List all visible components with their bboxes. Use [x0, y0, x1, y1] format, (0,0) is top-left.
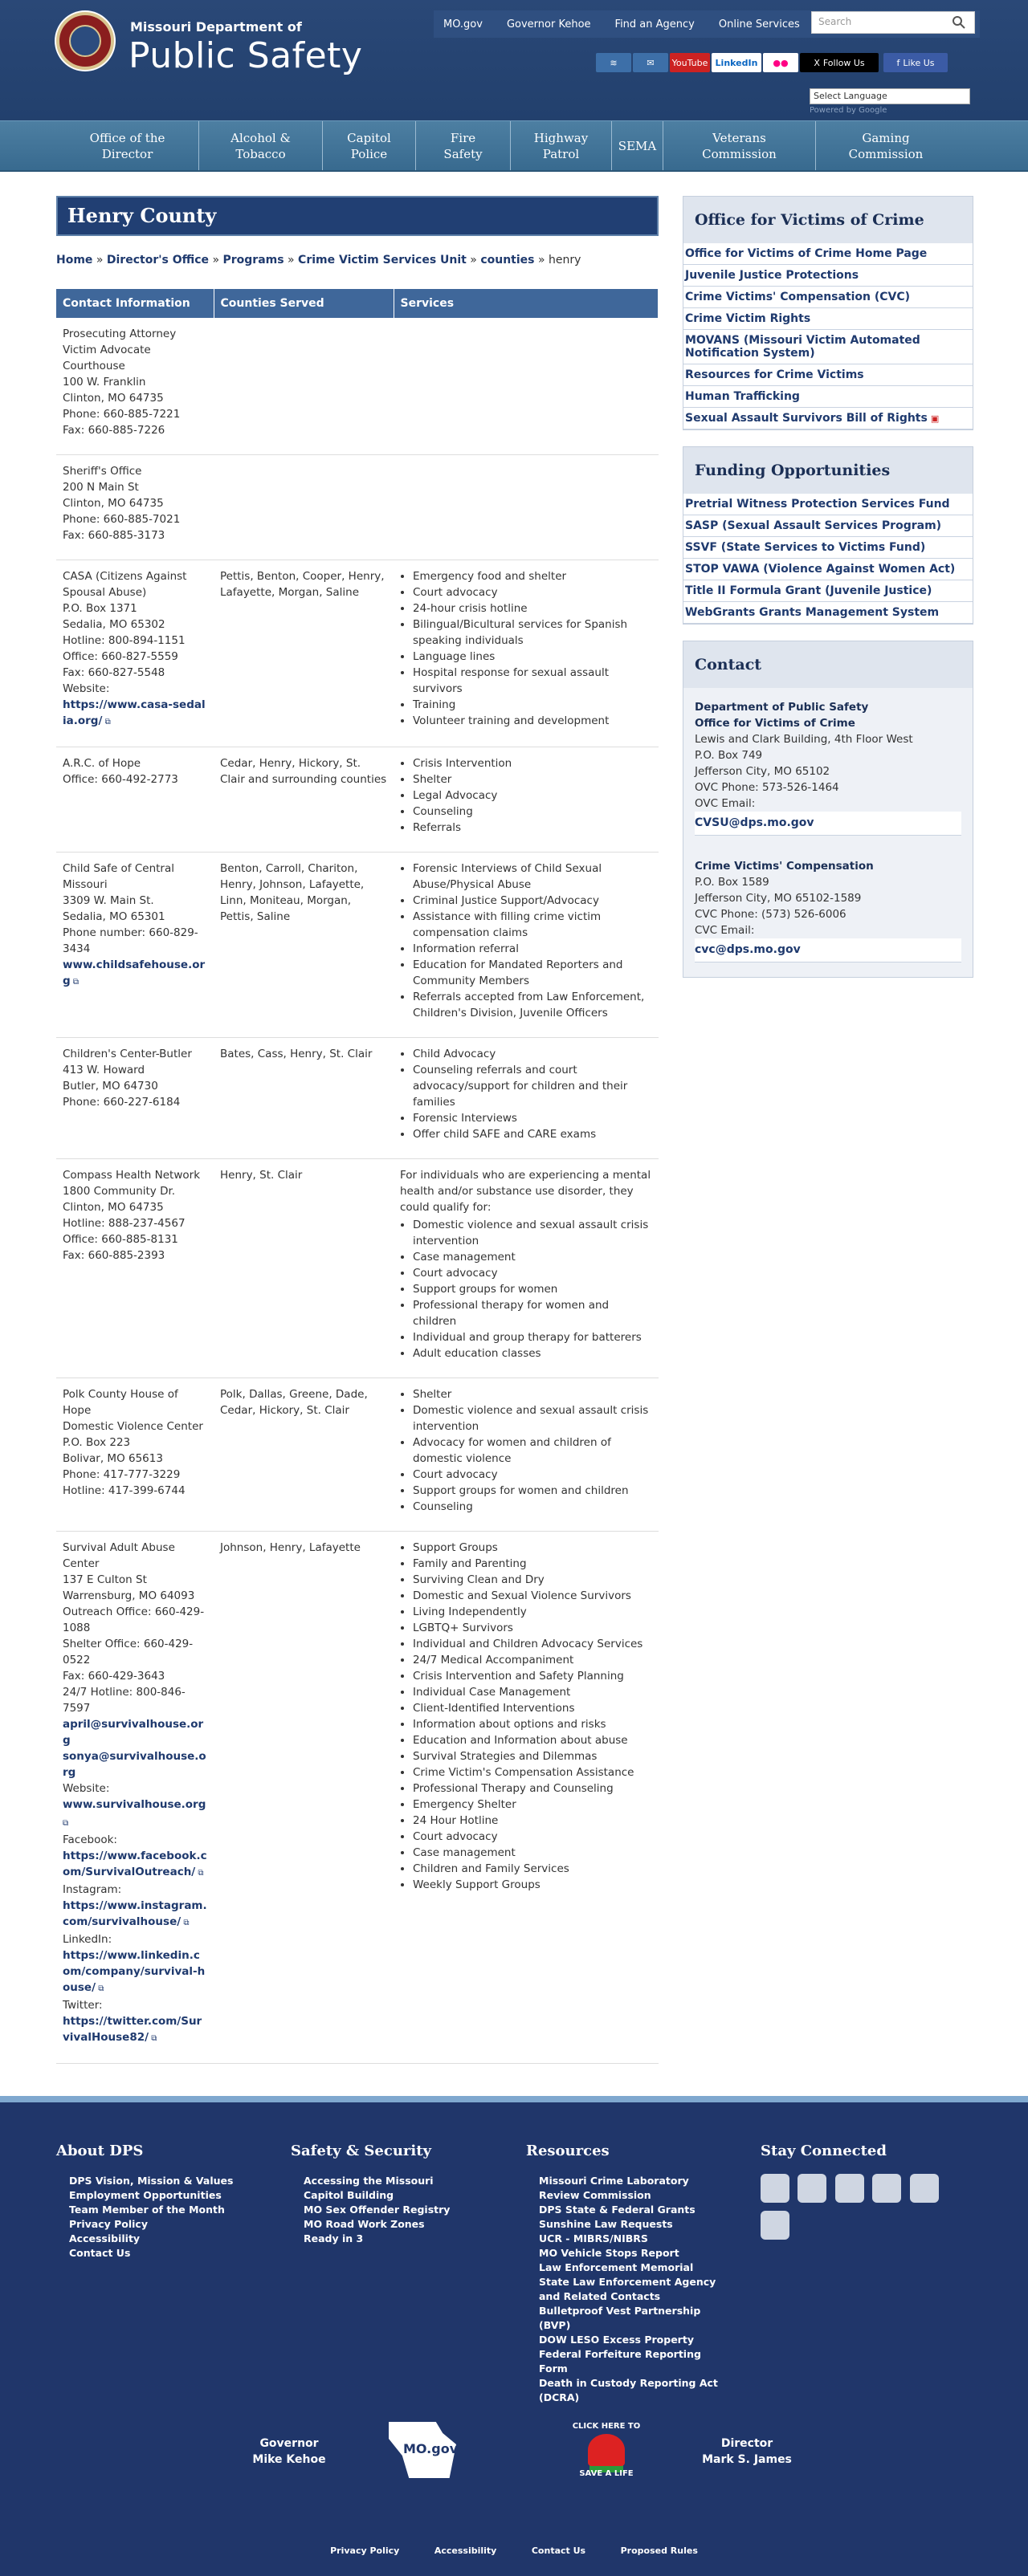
footer-link[interactable]: Team Member of the Month	[69, 2204, 225, 2216]
footer-safety	[291, 2143, 475, 2246]
linkedin-label: LinkedIn:	[63, 1933, 112, 1946]
service-item: • Referrals	[413, 820, 652, 836]
service-item: • Information referral	[413, 941, 652, 957]
contact-text: Polk County House of Hope Domestic Violence Center P.O. Box 223 Bolivar, MO 65613 Phone: 417-777-3229 Hotline: 417-399-6744	[63, 1388, 203, 1497]
footer-proposed-rules[interactable]: Proposed Rules	[620, 2545, 698, 2556]
footer-link[interactable]: DOW LESO Excess Property	[539, 2334, 694, 2346]
nav-highway-patrol[interactable]: Highway Patrol	[511, 121, 612, 170]
service-item: • Court advocacy	[413, 1467, 652, 1483]
contact-text: Compass Health Network 1800 Community Dr. Clinton, MO 64735 Hotline: 888-237-4567 Office: 660-885-8131 Fax: 660-885-2393	[63, 1169, 201, 1262]
table-row	[56, 1378, 659, 1532]
sidebar-link-ovc[interactable]: Sexual Assault Survivors Bill of Rights ▣	[683, 408, 973, 429]
top-link-governor[interactable]: Governor Kehoe	[506, 18, 591, 31]
services-cell	[394, 560, 659, 747]
sidebar-link-ovc[interactable]: Crime Victim Rights	[683, 308, 973, 330]
nav-fire-safety[interactable]: Fire Safety	[416, 121, 511, 170]
footer-link[interactable]: MO Road Work Zones	[304, 2218, 425, 2230]
services-list	[400, 568, 652, 729]
service-item: • Emergency Shelter	[413, 1797, 652, 1813]
funding-title: Funding Opportunities	[683, 447, 973, 494]
director-name: Mark S. James	[702, 2453, 792, 2466]
service-item: • LGBTQ+ Survivors	[413, 1620, 652, 1636]
funding-links	[683, 494, 973, 624]
footer-about-links	[56, 2174, 265, 2261]
sidebar-link-funding[interactable]: Pretrial Witness Protection Services Fund	[683, 494, 973, 515]
services-list	[400, 861, 652, 1021]
facebook-link[interactable]: https://www.facebook.com/SurvivalOutreach/	[63, 1850, 207, 1878]
services-cell	[394, 853, 659, 1038]
breadcrumb: Home » Director's Office » Programs » Crime Victim Services Unit » counties » henry	[56, 254, 581, 267]
footer-link[interactable]: Ready in 3	[304, 2232, 364, 2244]
website-link[interactable]: www.childsafehouse.org	[63, 958, 206, 987]
website-link[interactable]: https://www.casa-sedalia.org/	[63, 698, 206, 727]
contact-text: Child Safe of Central Missouri 3309 W. Main St. Sedalia, MO 65301 Phone number: 660-829-3434	[63, 862, 198, 955]
service-item: • 24 Hour Hotline	[413, 1813, 652, 1829]
search-icon[interactable]	[951, 14, 967, 31]
footer-privacy-policy[interactable]: Privacy Policy	[330, 2545, 400, 2556]
service-item: • Professional therapy for women and children	[413, 1297, 652, 1329]
service-item: • Case management	[413, 1249, 652, 1265]
footer-stay-title: Stay Connected	[761, 2143, 887, 2159]
footer-link[interactable]: Death in Custody Reporting Act (DCRA)	[539, 2377, 718, 2403]
sidebar-link-ovc[interactable]: Resources for Crime Victims	[683, 364, 973, 386]
ovc-title: Office for Victims of Crime	[683, 197, 973, 243]
footer-contact-us[interactable]: Contact Us	[531, 2545, 586, 2556]
services-cell	[394, 1038, 659, 1159]
instagram-link[interactable]: https://www.instagram.com/survivalhouse/	[63, 1899, 207, 1928]
service-item: • Bilingual/Bicultural services for Spanish speaking individuals	[413, 617, 652, 649]
contact-line: P.O. Box 749	[695, 749, 763, 762]
contact-text: Sheriff's Office 200 N Main St Clinton, MO 64735 Phone: 660-885-7021 Fax: 660-885-3173	[63, 465, 181, 542]
counties-cell: Bates, Cass, Henry, St. Clair	[214, 1038, 394, 1159]
director-block[interactable]	[691, 2436, 803, 2468]
service-item: • Support Groups	[413, 1540, 652, 1556]
contact-line: CVC Phone: (573) 526-6006	[695, 908, 846, 921]
footer-safety-title: Safety & Security	[291, 2143, 432, 2159]
rss-icon[interactable]: ≋	[596, 53, 631, 72]
nav-office-of-director[interactable]: Office of the Director	[56, 121, 199, 170]
service-item: • Hospital response for sexual assault survivors	[413, 665, 652, 697]
service-item: • Domestic violence and sexual assault crisis intervention	[413, 1217, 652, 1249]
service-item: • Shelter	[413, 1386, 652, 1402]
service-item: • Surviving Clean and Dry	[413, 1572, 652, 1588]
contact-cell	[56, 747, 214, 853]
service-item: • Client-Identified Interventions	[413, 1700, 652, 1716]
counties-cell: Benton, Carroll, Chariton, Henry, Johnson, Lafayette, Linn, Moniteau, Morgan, Pettis, Saline	[214, 853, 394, 1038]
footer-resources-links	[526, 2174, 727, 2405]
footer-link[interactable]: Bulletproof Vest Partnership (BVP)	[539, 2305, 701, 2331]
breadcrumb-current: henry	[548, 254, 581, 267]
social-buttons	[596, 53, 948, 72]
external-link-icon: ⧉	[149, 2034, 157, 2043]
ovc-links	[683, 243, 973, 429]
powered-by-google: Powered by Google	[810, 106, 887, 115]
table-header-row	[56, 289, 659, 318]
counties-cell: Johnson, Henry, Lafayette	[214, 1532, 394, 2064]
services-list	[400, 1046, 652, 1142]
service-item: • Counseling referrals and court advocacy/support for children and their families	[413, 1062, 652, 1110]
site-header	[0, 0, 1028, 120]
service-item: • Counseling	[413, 804, 652, 820]
service-item: • Professional Therapy and Counseling	[413, 1780, 652, 1797]
table-row	[56, 318, 659, 455]
col-counties-served: Counties Served	[214, 289, 394, 318]
sidebar-link-funding[interactable]: Title II Formula Grant (Juvenile Justice)	[683, 580, 973, 602]
contact-line: Lewis and Clark Building, 4th Floor West	[695, 733, 913, 746]
footer-link[interactable]: Missouri Crime Laboratory Review Commission	[539, 2175, 689, 2201]
contact-cell	[56, 1532, 214, 2064]
service-item: • Domestic and Sexual Violence Survivors	[413, 1588, 652, 1604]
service-item: • Language lines	[413, 649, 652, 665]
counties-cell: Polk, Dallas, Greene, Dade, Cedar, Hickory, St. Clair	[214, 1378, 394, 1532]
footer-link[interactable]: Employment Opportunities	[69, 2189, 222, 2201]
email-link[interactable]: sonya@survivalhouse.org	[63, 1750, 206, 1779]
external-link-icon: ⧉	[70, 978, 79, 987]
instagram-label: Instagram:	[63, 1883, 122, 1896]
service-item: • Crime Victim's Compensation Assistance	[413, 1764, 652, 1780]
table-body	[56, 318, 659, 2064]
main-content	[56, 196, 659, 2064]
top-link-find-agency[interactable]: Find an Agency	[614, 18, 695, 31]
nav-capitol-police[interactable]: Capitol Police	[323, 121, 416, 170]
service-item: • 24/7 Medical Accompaniment	[413, 1652, 652, 1668]
service-item: • Survival Strategies and Dilemmas	[413, 1748, 652, 1764]
linkedin-icon[interactable]	[761, 2211, 789, 2240]
youtube-icon[interactable]	[910, 2174, 939, 2203]
service-item: • Offer child SAFE and CARE exams	[413, 1126, 652, 1142]
governor-name: Mike Kehoe	[252, 2453, 326, 2466]
sidebar	[683, 196, 973, 994]
contact-cell	[56, 318, 214, 455]
service-item: • Domestic violence and sexual assault crisis intervention	[413, 1402, 652, 1435]
sidebar-link-ovc[interactable]: MOVANS (Missouri Victim Automated Notification System)	[683, 330, 973, 364]
sidebar-link-ovc[interactable]: Juvenile Justice Protections	[683, 265, 973, 287]
x-follow-button[interactable]	[800, 53, 879, 72]
main-nav	[0, 120, 1028, 172]
governor-label: Governor	[259, 2437, 319, 2450]
contact-line: OVC Phone: 573-526-1464	[695, 781, 839, 794]
sidebar-link-ovc[interactable]: Crime Victims' Compensation (CVC)	[683, 287, 973, 308]
counties-cell: Cedar, Henry, Hickory, St. Clair and surrounding counties	[214, 747, 394, 853]
service-item: • Support groups for women	[413, 1281, 652, 1297]
website-link[interactable]: www.survivalhouse.org	[63, 1798, 206, 1811]
contact-cell	[56, 1378, 214, 1532]
website-label: Website:	[63, 1782, 110, 1795]
services-cell	[394, 1159, 659, 1378]
youtube-icon[interactable]: YouTube	[670, 53, 710, 72]
services-cell	[394, 1378, 659, 1532]
service-item: • Crisis Intervention	[413, 755, 652, 771]
table-row	[56, 455, 659, 560]
x-icon: X	[814, 57, 820, 68]
service-item: • 24-hour crisis hotline	[413, 600, 652, 617]
service-item: • Emergency food and shelter	[413, 568, 652, 584]
flickr-icon[interactable]: ●●	[763, 53, 798, 72]
governor-block[interactable]	[241, 2436, 337, 2468]
contact-cell	[56, 1038, 214, 1159]
service-item: • Crisis Intervention and Safety Planning	[413, 1668, 652, 1684]
footer-accessibility[interactable]: Accessibility	[434, 2545, 497, 2556]
top-link-mogov[interactable]: MO.gov	[443, 18, 483, 31]
services-note: For individuals who are experiencing a mental health and/or substance use disorder, they could qualify for:	[400, 1169, 651, 1214]
table-row	[56, 560, 659, 747]
sidebar-link-funding[interactable]: SSVF (State Services to Victims Fund)	[683, 537, 973, 559]
service-item: • Legal Advocacy	[413, 787, 652, 804]
footer-link[interactable]: MO Sex Offender Registry	[304, 2204, 451, 2216]
flickr-icon[interactable]	[798, 2174, 826, 2203]
contact-cell	[56, 853, 214, 1038]
service-item: • Education for Mandated Reporters and Community Members	[413, 957, 652, 989]
search-input[interactable]: Search	[811, 11, 975, 34]
service-item: • Weekly Support Groups	[413, 1877, 652, 1893]
facebook-label: Facebook:	[63, 1833, 117, 1846]
external-link-icon: ⧉	[63, 1819, 69, 1828]
table-row	[56, 1038, 659, 1159]
twitter-link[interactable]: https://twitter.com/SurvivalHouse82/	[63, 2015, 202, 2044]
services-list	[400, 755, 652, 836]
footer-link[interactable]: State Law Enforcement Agency and Related Contacts	[539, 2276, 716, 2302]
services-cell	[394, 318, 659, 455]
footer-link[interactable]: DPS Vision, Mission & Values	[69, 2175, 234, 2187]
service-item: • Case management	[413, 1845, 652, 1861]
contact-text: Children's Center-Butler 413 W. Howard Butler, MO 64730 Phone: 660-227-6184	[63, 1048, 192, 1109]
facebook-icon[interactable]	[761, 2174, 789, 2203]
facebook-like-label: Like Us	[903, 57, 935, 68]
ovc-email-link[interactable]: CVSU@dps.mo.gov	[695, 812, 961, 836]
director-label: Director	[720, 2437, 773, 2450]
service-item: • Forensic Interviews	[413, 1110, 652, 1126]
contact-line: Jefferson City, MO 65102-1589	[695, 892, 862, 905]
breadcrumb-counties[interactable]: counties	[480, 254, 535, 267]
contact-cell	[56, 1159, 214, 1378]
service-item: • Court advocacy	[413, 1829, 652, 1845]
breadcrumb-home[interactable]: Home	[56, 254, 93, 267]
ovc-email-label: OVC Email:	[695, 797, 756, 810]
footer-link[interactable]: DPS State & Federal Grants	[539, 2204, 696, 2216]
sidebar-link-funding[interactable]: WebGrants Grants Management System	[683, 602, 973, 624]
footer-link[interactable]: UCR - MIBRS/NIBRS	[539, 2232, 648, 2244]
footer-about-title: About DPS	[56, 2143, 144, 2159]
contact-cell	[56, 455, 214, 560]
contact-box	[683, 641, 973, 978]
counties-cell	[214, 455, 394, 560]
funding-box	[683, 446, 973, 625]
contact-office: Office for Victims of Crime	[695, 717, 855, 730]
nav-gaming-commission[interactable]: Gaming Commission	[848, 130, 924, 161]
linkedin-link[interactable]: https://www.linkedin.com/company/survival-house/	[63, 1949, 206, 1994]
services-list	[400, 1217, 652, 1361]
missouri-seal-logo[interactable]	[56, 12, 114, 70]
save-bottom-label: SAVE A LIFE	[579, 2469, 634, 2478]
services-cell	[394, 747, 659, 853]
cvc-email-link[interactable]: cvc@dps.mo.gov	[695, 938, 961, 962]
service-item: • Living Independently	[413, 1604, 652, 1620]
breadcrumb-directors-office[interactable]: Director's Office	[106, 254, 210, 267]
brand-line-1[interactable]: Missouri Department of	[130, 19, 302, 35]
brand-line-2[interactable]: Public Safety	[128, 35, 363, 76]
table-row	[56, 1532, 659, 2064]
language-select[interactable]: Select Language	[810, 88, 970, 104]
mogov-label: MO.gov	[403, 2441, 459, 2456]
contact-line: P.O. Box 1589	[695, 876, 769, 889]
sidebar-link-funding[interactable]: STOP VAWA (Violence Against Women Act)	[683, 559, 973, 580]
col-contact-information: Contact Information	[56, 289, 214, 318]
footer-link[interactable]: Federal Forfeiture Reporting Form	[539, 2348, 701, 2375]
sidebar-link-ovc[interactable]: Human Trafficking	[683, 386, 973, 408]
facebook-icon: f	[896, 57, 900, 68]
email-link[interactable]: april@survivalhouse.org	[63, 1718, 204, 1747]
footer-safety-links	[291, 2174, 475, 2246]
service-item: • Volunteer training and development	[413, 713, 652, 729]
contact-cell	[56, 560, 214, 747]
service-item: • Forensic Interviews of Child Sexual Abuse/Physical Abuse	[413, 861, 652, 893]
service-item: • Individual and group therapy for batterers	[413, 1329, 652, 1345]
external-link-icon: ⧉	[181, 1919, 190, 1927]
sidebar-link-ovc[interactable]: Office for Victims of Crime Home Page	[683, 243, 973, 265]
table-row	[56, 747, 659, 853]
counties-cell: Henry, St. Clair	[214, 1159, 394, 1378]
page-title: Henry County	[56, 196, 659, 236]
contact-text: Prosecuting Attorney Victim Advocate Courthouse 100 W. Franklin Clinton, MO 64735 Phone: 660-885-7221 Fax: 660-885-7226	[63, 328, 181, 437]
nav-veterans-commission[interactable]: Veterans Commission	[663, 121, 816, 170]
service-item: • Adult education classes	[413, 1345, 652, 1361]
cvc-title: Crime Victims' Compensation	[695, 860, 874, 873]
contact-line: Jefferson City, MO 65102	[695, 765, 830, 778]
counties-cell	[214, 318, 394, 455]
sidebar-link-funding[interactable]: SASP (Sexual Assault Services Program)	[683, 515, 973, 537]
external-link-icon: ⧉	[102, 718, 111, 726]
service-item: • Court advocacy	[413, 584, 652, 600]
service-item: • Family and Parenting	[413, 1556, 652, 1572]
county-services-table	[56, 289, 659, 2064]
cvc-email-label: CVC Email:	[695, 924, 755, 937]
service-item: • Shelter	[413, 771, 652, 787]
contact-text: A.R.C. of Hope Office: 660-492-2773	[63, 757, 178, 786]
breadcrumb-programs[interactable]: Programs	[222, 254, 284, 267]
save-top-label: CLICK HERE TO	[572, 2422, 641, 2431]
services-cell	[394, 455, 659, 560]
service-item: • Advocacy for women and children of domestic violence	[413, 1435, 652, 1467]
col-services: Services	[394, 289, 659, 318]
rss-icon[interactable]	[835, 2174, 864, 2203]
nav-alcohol-tobacco[interactable]: Alcohol & Tobacco	[199, 121, 323, 170]
footer-link[interactable]: Accessibility	[69, 2232, 141, 2244]
x-icon[interactable]	[872, 2174, 901, 2203]
external-link-icon: ⧉	[96, 1984, 104, 1993]
counties-cell: Pettis, Benton, Cooper, Henry, Lafayette, Morgan, Saline	[214, 560, 394, 747]
service-item: • Individual Case Management	[413, 1684, 652, 1700]
save-a-life-logo[interactable]	[562, 2422, 651, 2478]
footer-link[interactable]: Law Enforcement Memorial	[539, 2261, 694, 2273]
footer-link[interactable]: Privacy Policy	[69, 2218, 148, 2230]
ovc-box	[683, 196, 973, 430]
linkedin-icon[interactable]: LinkedIn	[712, 53, 761, 72]
footer-link[interactable]: Sunshine Law Requests	[539, 2218, 673, 2230]
service-item: • Individual and Children Advocacy Services	[413, 1636, 652, 1652]
twitter-label: Twitter:	[63, 1999, 103, 2012]
service-item: • Child Advocacy	[413, 1046, 652, 1062]
x-follow-label: Follow Us	[822, 57, 865, 68]
service-item: • Education and Information about abuse	[413, 1732, 652, 1748]
email-icon[interactable]: ✉	[633, 53, 668, 72]
service-item: • Assistance with filling crime victim compensation claims	[413, 909, 652, 941]
service-item: • Referrals accepted from Law Enforcement, Children's Division, Juvenile Officers	[413, 989, 652, 1021]
footer-bottom-links	[0, 2545, 1028, 2556]
heart-icon	[588, 2434, 625, 2466]
service-item: • Training	[413, 697, 652, 713]
footer-stay-connected	[761, 2143, 977, 2248]
service-item: • Support groups for women and children	[413, 1483, 652, 1499]
service-item: • Counseling	[413, 1499, 652, 1515]
table-row	[56, 853, 659, 1038]
top-link-online-services[interactable]: Online Services	[718, 18, 800, 31]
service-item: • Children and Family Services	[413, 1861, 652, 1877]
services-cell	[394, 1532, 659, 2064]
table-row	[56, 1159, 659, 1378]
contact-org: Department of Public Safety	[695, 701, 869, 714]
footer-about	[56, 2143, 265, 2261]
breadcrumb-crime-victim-services[interactable]: Crime Victim Services Unit	[298, 254, 467, 267]
nav-sema[interactable]: SEMA	[612, 121, 663, 170]
service-item: • Criminal Justice Support/Advocacy	[413, 893, 652, 909]
external-link-icon: ⧉	[195, 1869, 204, 1878]
facebook-like-button[interactable]	[883, 53, 948, 72]
site-footer	[0, 2096, 1028, 2576]
contact-title: Contact	[683, 641, 973, 688]
footer-link[interactable]: Accessing the Missouri Capitol Building	[304, 2175, 434, 2201]
services-list	[400, 1540, 652, 1893]
footer-resources	[526, 2143, 727, 2405]
services-list	[400, 1386, 652, 1515]
footer-link[interactable]: MO Vehicle Stops Report	[539, 2247, 679, 2259]
footer-link[interactable]: Contact Us	[69, 2247, 131, 2259]
pdf-icon: ▣	[930, 413, 940, 424]
contact-text: CASA (Citizens Against Spousal Abuse) P.O. Box 1371 Sedalia, MO 65302 Hotline: 800-894-1151 Office: 660-827-5559 Fax: 660-827-5548 Website:	[63, 570, 187, 695]
contact-text: Survival Adult Abuse Center 137 E Culton St Warrensburg, MO 64093 Outreach Office: 660-429-1088 Shelter Office: 660-429-0522 Fax: 660-429-3643 24/7 Hotline: 800-846-7597	[63, 1541, 205, 1715]
service-item: • Court advocacy	[413, 1265, 652, 1281]
footer-resources-title: Resources	[526, 2143, 610, 2159]
service-item: • Information about options and risks	[413, 1716, 652, 1732]
